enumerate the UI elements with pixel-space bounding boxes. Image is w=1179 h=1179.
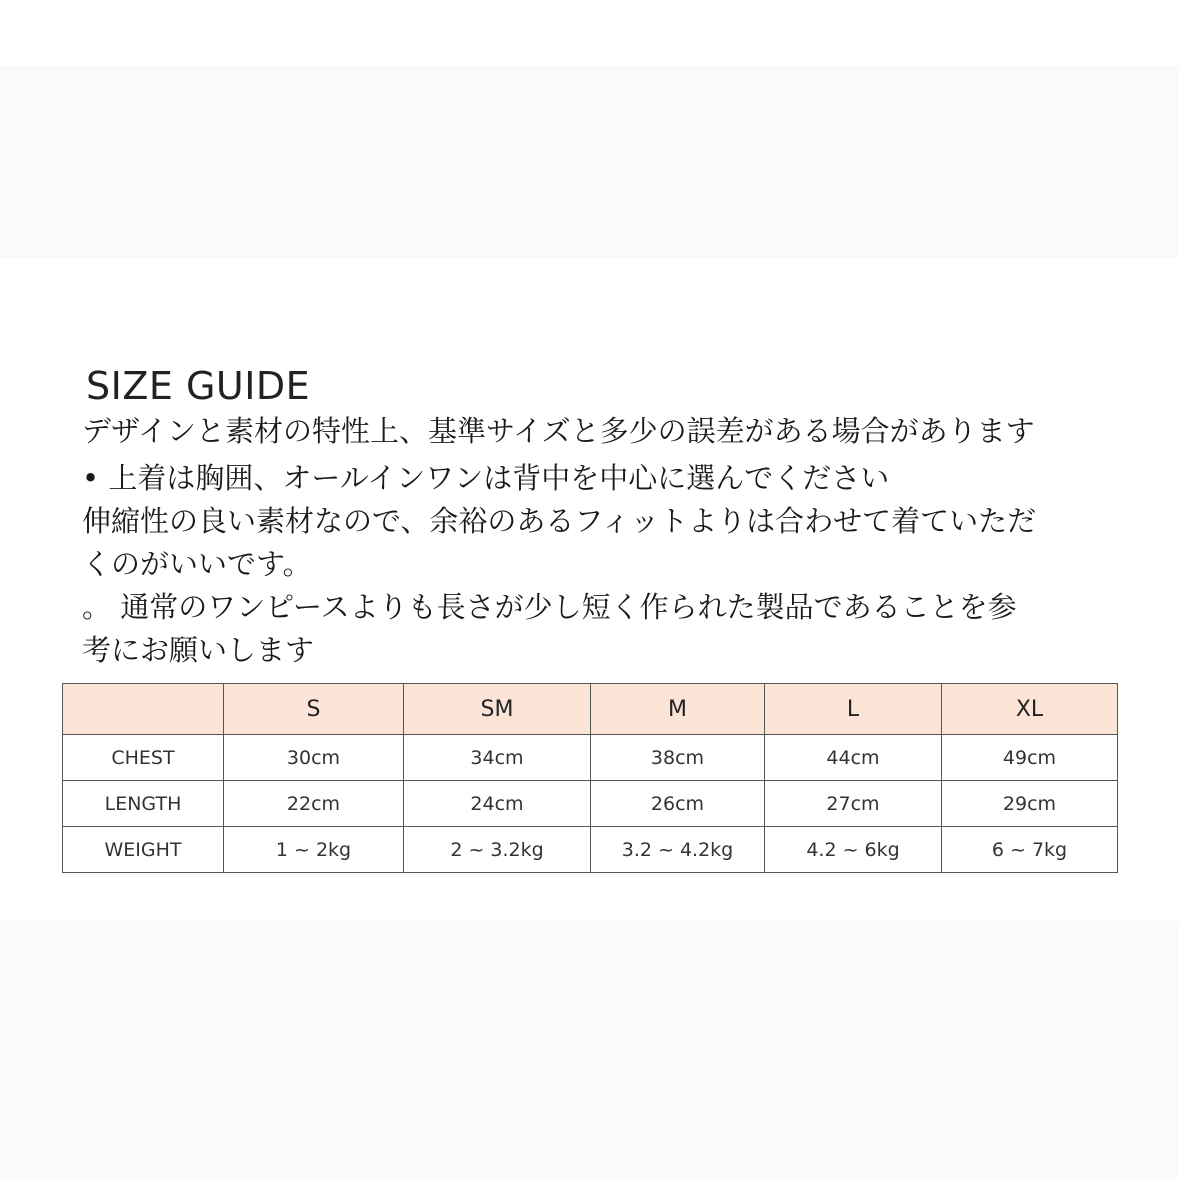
table-cell: 27cm — [765, 781, 942, 827]
table-header-l: L — [765, 684, 942, 735]
table-cell: 3.2 ~ 4.2kg — [591, 827, 765, 873]
page-title: SIZE GUIDE — [86, 364, 311, 408]
table-cell: 6 ~ 7kg — [942, 827, 1118, 873]
note-tolerance: デザインと素材の特性上、基準サイズと多少の誤差がある場合があります — [82, 414, 1035, 448]
table-cell: 34cm — [404, 735, 591, 781]
table-header-s: S — [224, 684, 404, 735]
note-short-length-line-2: 考にお願いします — [82, 633, 315, 667]
note-short-length-line-1: 。 通常のワンピースよりも長さが少し短く作られた製品であることを参 — [82, 590, 1017, 624]
row-label-weight: WEIGHT — [63, 827, 224, 873]
note-short-length — [82, 586, 1082, 672]
table-header-xl: XL — [942, 684, 1118, 735]
table-cell: 49cm — [942, 735, 1118, 781]
table-cell: 1 ~ 2kg — [224, 827, 404, 873]
note-stretch-fit-line-2: くのがいいです。 — [82, 547, 312, 581]
note-measure-basis: • 上着は胸囲、オールインワンは背中を中心に選んでください — [82, 461, 890, 495]
row-label-length: LENGTH — [63, 781, 224, 827]
table-cell: 29cm — [942, 781, 1118, 827]
table-cell: 44cm — [765, 735, 942, 781]
table-header-m: M — [591, 684, 765, 735]
table-header-row — [63, 684, 1118, 735]
table-row-weight — [63, 827, 1118, 873]
table-cell: 4.2 ~ 6kg — [765, 827, 942, 873]
note-stretch-fit — [82, 500, 1082, 586]
note-stretch-fit-line-1: 伸縮性の良い素材なので、余裕のあるフィットよりは合わせて着ていただ — [82, 504, 1037, 538]
top-band — [0, 0, 1179, 66]
table-row-chest — [63, 735, 1118, 781]
size-table — [62, 683, 1118, 873]
table-cell: 30cm — [224, 735, 404, 781]
table-header-sm: SM — [404, 684, 591, 735]
table-header-corner — [63, 684, 224, 735]
table-cell: 24cm — [404, 781, 591, 827]
table-cell: 38cm — [591, 735, 765, 781]
row-label-chest: CHEST — [63, 735, 224, 781]
table-cell: 2 ~ 3.2kg — [404, 827, 591, 873]
table-row-length — [63, 781, 1118, 827]
table-cell: 26cm — [591, 781, 765, 827]
table-cell: 22cm — [224, 781, 404, 827]
